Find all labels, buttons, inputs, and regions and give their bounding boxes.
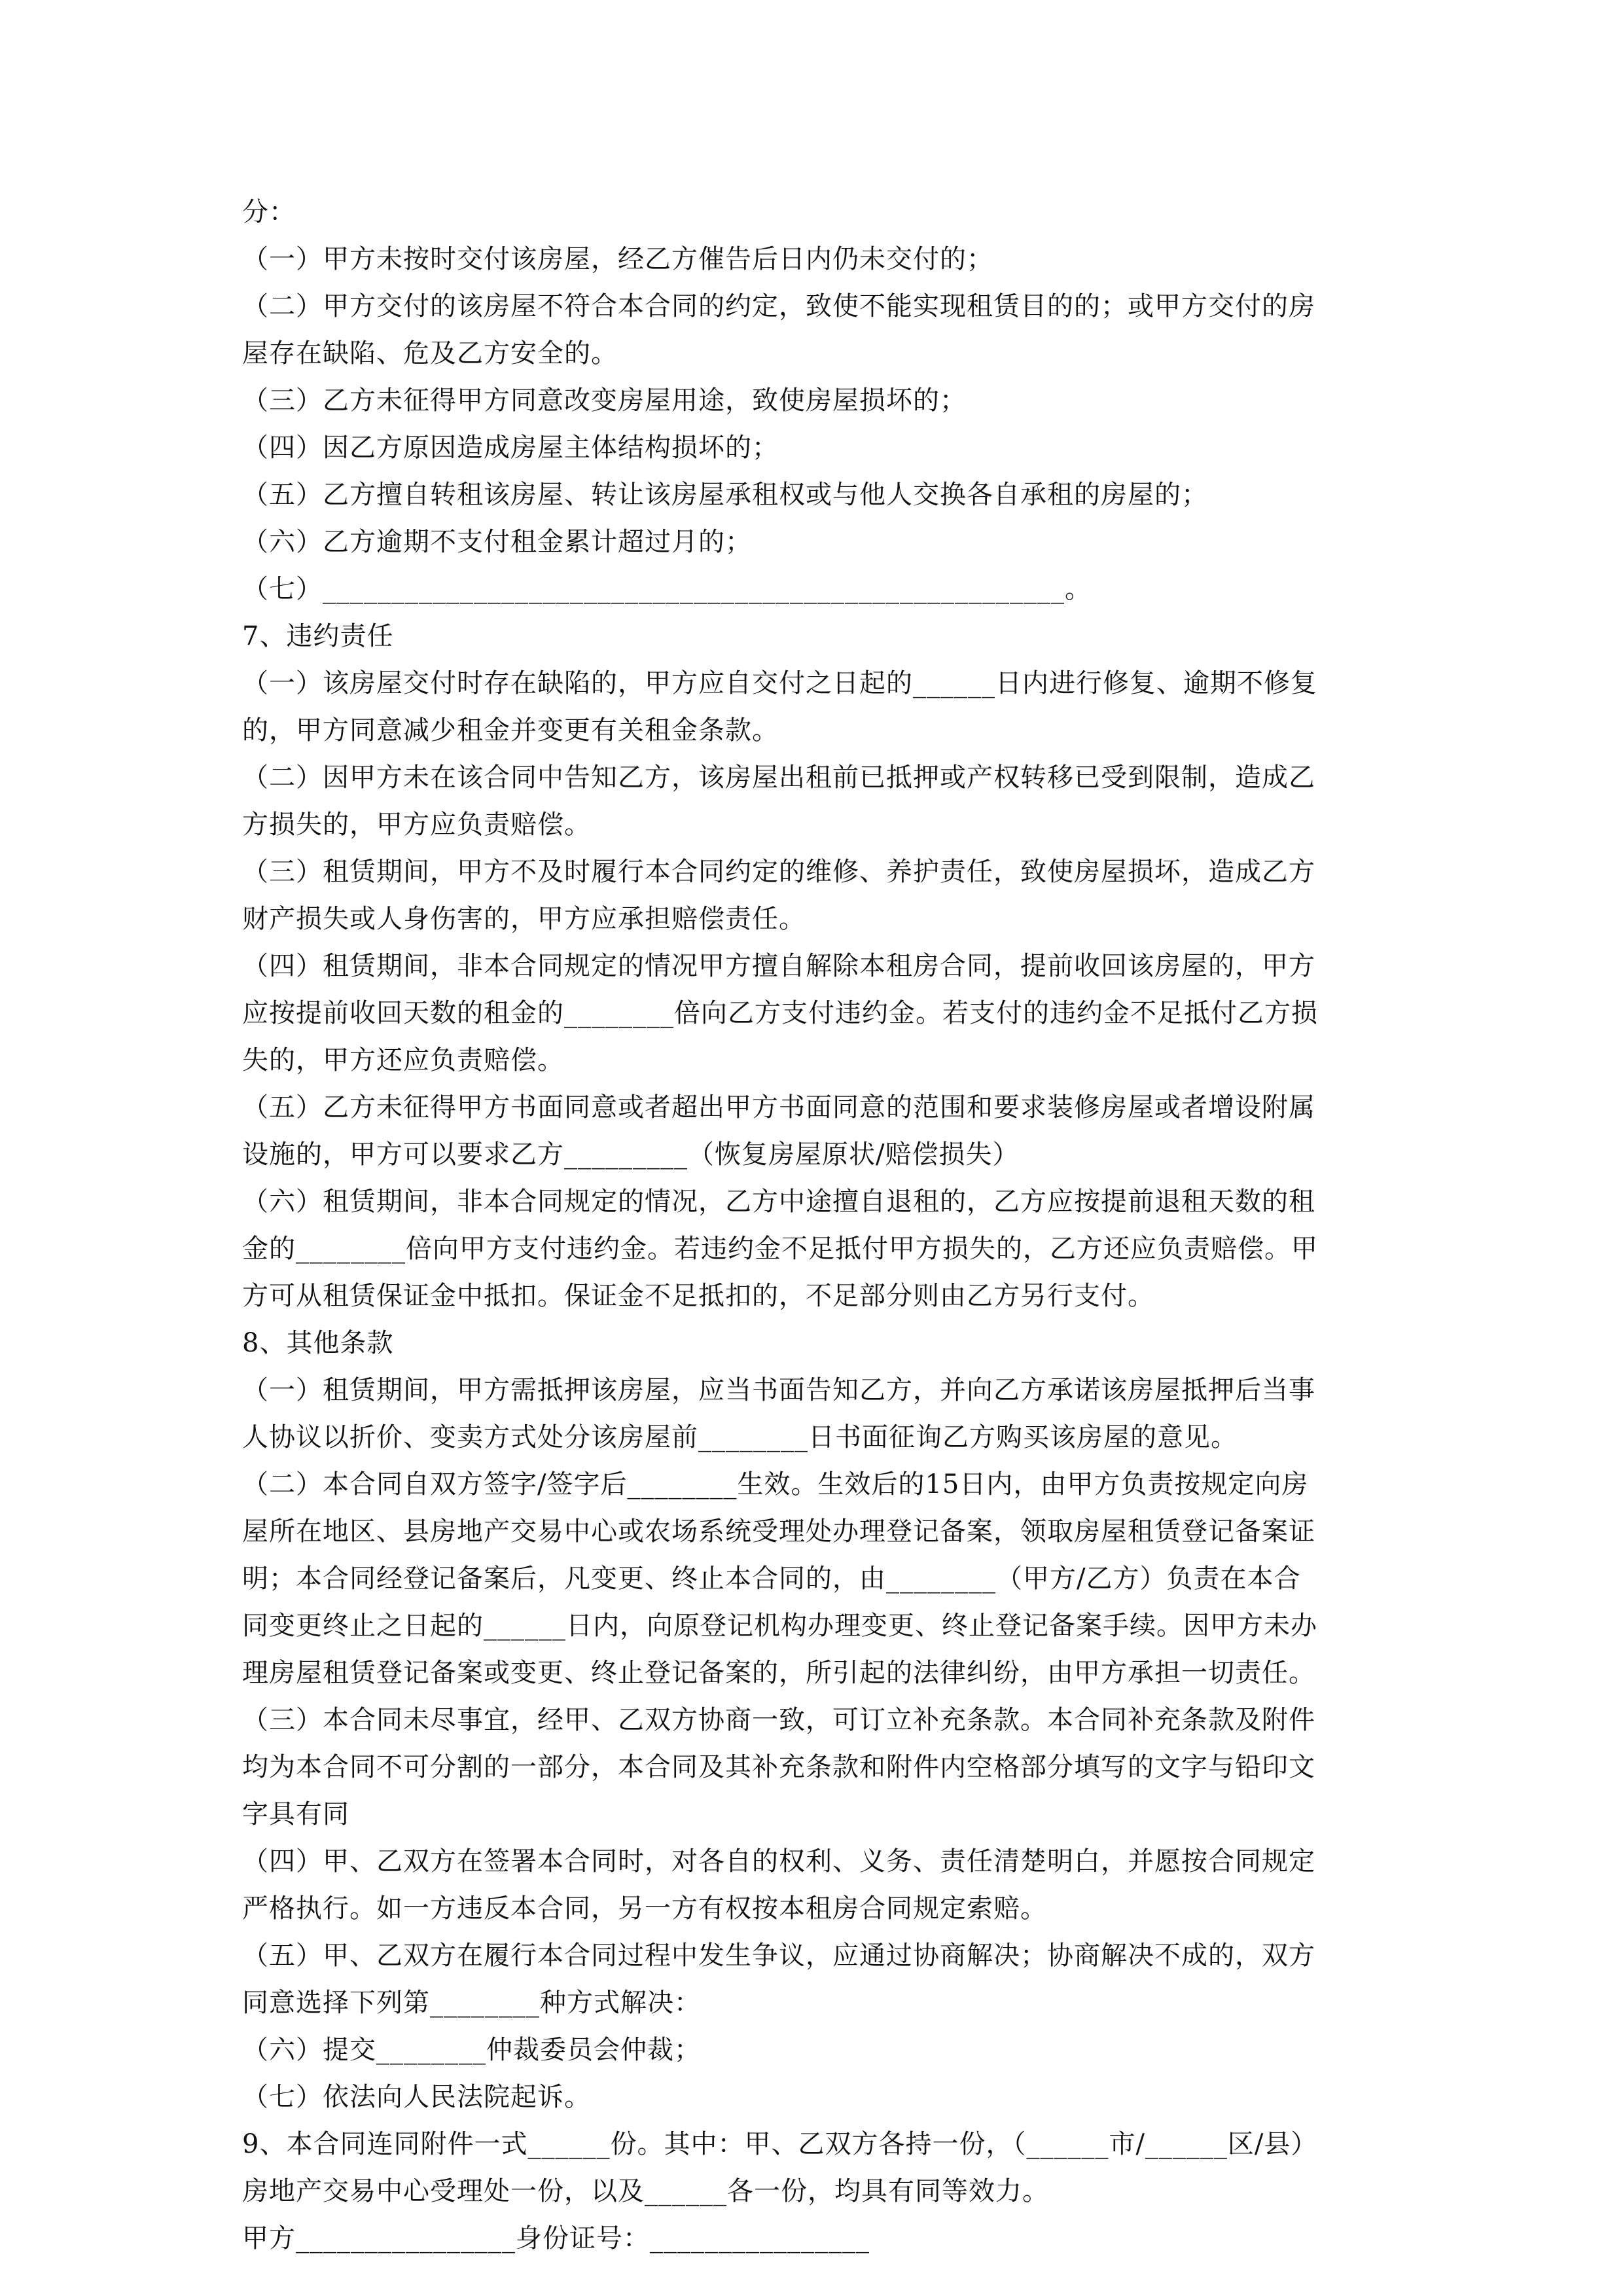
text-line: 应按提前收回天数的租金的________倍向乙方支付违约金。若支付的违约金不足抵付乙方损 — [242, 998, 1318, 1028]
text-line: （一）该房屋交付时存在缺陷的，甲方应自交付之日起的______日内进行修复、逾期不修复 — [242, 668, 1317, 698]
text-line: 方可从租赁保证金中抵扣。保证金不足抵扣的，不足部分则由乙方另行支付。 — [242, 1281, 1154, 1311]
signature-line: 甲方________________身份证号：________________ — [242, 2223, 870, 2253]
text-line: 的，甲方同意减少租金并变更有关租金条款。 — [242, 715, 779, 745]
text-line: 失的，甲方还应负责赔偿。 — [242, 1045, 564, 1075]
text-line: （二）本合同自双方签字/签字后________生效。生效后的15日内，由甲方负责按规定向房 — [242, 1469, 1309, 1499]
text-line: 同变更终止之日起的______日内，向原登记机构办理变更、终止登记备案手续。因甲方未办 — [242, 1611, 1317, 1641]
text-line: （六）乙方逾期不支付租金累计超过月的； — [242, 527, 752, 557]
text-line: （三）租赁期间，甲方不及时履行本合同约定的维修、养护责任，致使房屋损坏，造成乙方 — [242, 857, 1315, 887]
text-line: （四）因乙方原因造成房屋主体结构损坏的； — [242, 433, 779, 463]
text-line: （五）乙方擅自转租该房屋、转让该房屋承租权或与他人交换各自承租的房屋的； — [242, 480, 1208, 510]
text-line: （七）依法向人民法院起诉。 — [242, 2082, 591, 2112]
section-heading: 7、违约责任 — [242, 621, 394, 651]
text-line: （四）租赁期间，非本合同规定的情况甲方擅自解除本租房合同，提前收回该房屋的，甲方 — [242, 951, 1315, 981]
text-line: （五）乙方未征得甲方书面同意或者超出甲方书面同意的范围和要求装修房屋或者增设附属 — [242, 1092, 1315, 1122]
text-line: （二）因甲方未在该合同中告知乙方，该房屋出租前已抵押或产权转移已受到限制，造成乙 — [242, 762, 1315, 793]
section-heading: 8、其他条款 — [242, 1328, 394, 1358]
text-line: （七）______________________________________________________。 — [242, 574, 1092, 604]
text-line: （一）租赁期间，甲方需抵押该房屋，应当书面告知乙方，并向乙方承诺该房屋抵押后当事 — [242, 1375, 1315, 1405]
text-line: 设施的，甲方可以要求乙方_________（恢复房屋原状/赔偿损失） — [242, 1139, 1020, 1170]
text-line: （三）本合同未尽事宜，经甲、乙双方协商一致，可订立补充条款。本合同补充条款及附件 — [242, 1705, 1315, 1735]
section-heading: 9、本合同连同附件一式______份。其中：甲、乙双方各持一份，（______市/______区/县） — [242, 2129, 1318, 2159]
text-line: （五）甲、乙双方在履行本合同过程中发生争议，应通过协商解决；协商解决不成的，双方 — [242, 1941, 1315, 1971]
text-line: 均为本合同不可分割的一部分，本合同及其补充条款和附件内空格部分填写的文字与铅印文 — [242, 1752, 1315, 1782]
text-line: 房地产交易中心受理处一份，以及______各一份，均具有同等效力。 — [242, 2176, 1049, 2206]
document-page — [242, 188, 1414, 2262]
text-line: （四）甲、乙双方在签署本合同时，对各自的权利、义务、责任清楚明白，并愿按合同规定 — [242, 1846, 1315, 1876]
text-line: 金的________倍向甲方支付违约金。若违约金不足抵付甲方损失的，乙方还应负责赔偿。甲 — [242, 1234, 1318, 1264]
text-line: 财产损失或人身伤害的，甲方应承担赔偿责任。 — [242, 904, 806, 934]
text-line: 分： — [242, 197, 296, 227]
text-line: 理房屋租赁登记备案或变更、终止登记备案的，所引起的法律纠纷，由甲方承担一切责任。 — [242, 1658, 1315, 1688]
text-line: （二）甲方交付的该房屋不符合本合同的约定，致使不能实现租赁目的的；或甲方交付的房 — [242, 291, 1315, 321]
text-line: （一）甲方未按时交付该房屋，经乙方催告后日内仍未交付的； — [242, 244, 993, 274]
text-line: 人协议以折价、变卖方式处分该房屋前________日书面征询乙方购买该房屋的意见。 — [242, 1422, 1238, 1452]
text-line: 屋所在地区、县房地产交易中心或农场系统受理处办理登记备案，领取房屋租赁登记备案证 — [242, 1516, 1315, 1547]
text-line: （三）乙方未征得甲方同意改变房屋用途，致使房屋损坏的； — [242, 386, 967, 416]
text-line: 方损失的，甲方应负责赔偿。 — [242, 810, 591, 840]
text-line: （六）租赁期间，非本合同规定的情况，乙方中途擅自退租的，乙方应按提前退租天数的租 — [242, 1187, 1315, 1217]
text-line: 严格执行。如一方违反本合同，另一方有权按本租房合同规定索赔。 — [242, 1893, 1047, 1924]
text-line: （六）提交________仲裁委员会仲裁； — [242, 2035, 701, 2065]
text-line: 字具有同 — [242, 1799, 349, 1829]
text-line: 明；本合同经登记备案后，凡变更、终止本合同的，由________（甲方/乙方）负责在本合 — [242, 1564, 1301, 1594]
text-line: 屋存在缺陷、危及乙方安全的。 — [242, 338, 618, 368]
text-line: 同意选择下列第________种方式解决： — [242, 1988, 701, 2018]
